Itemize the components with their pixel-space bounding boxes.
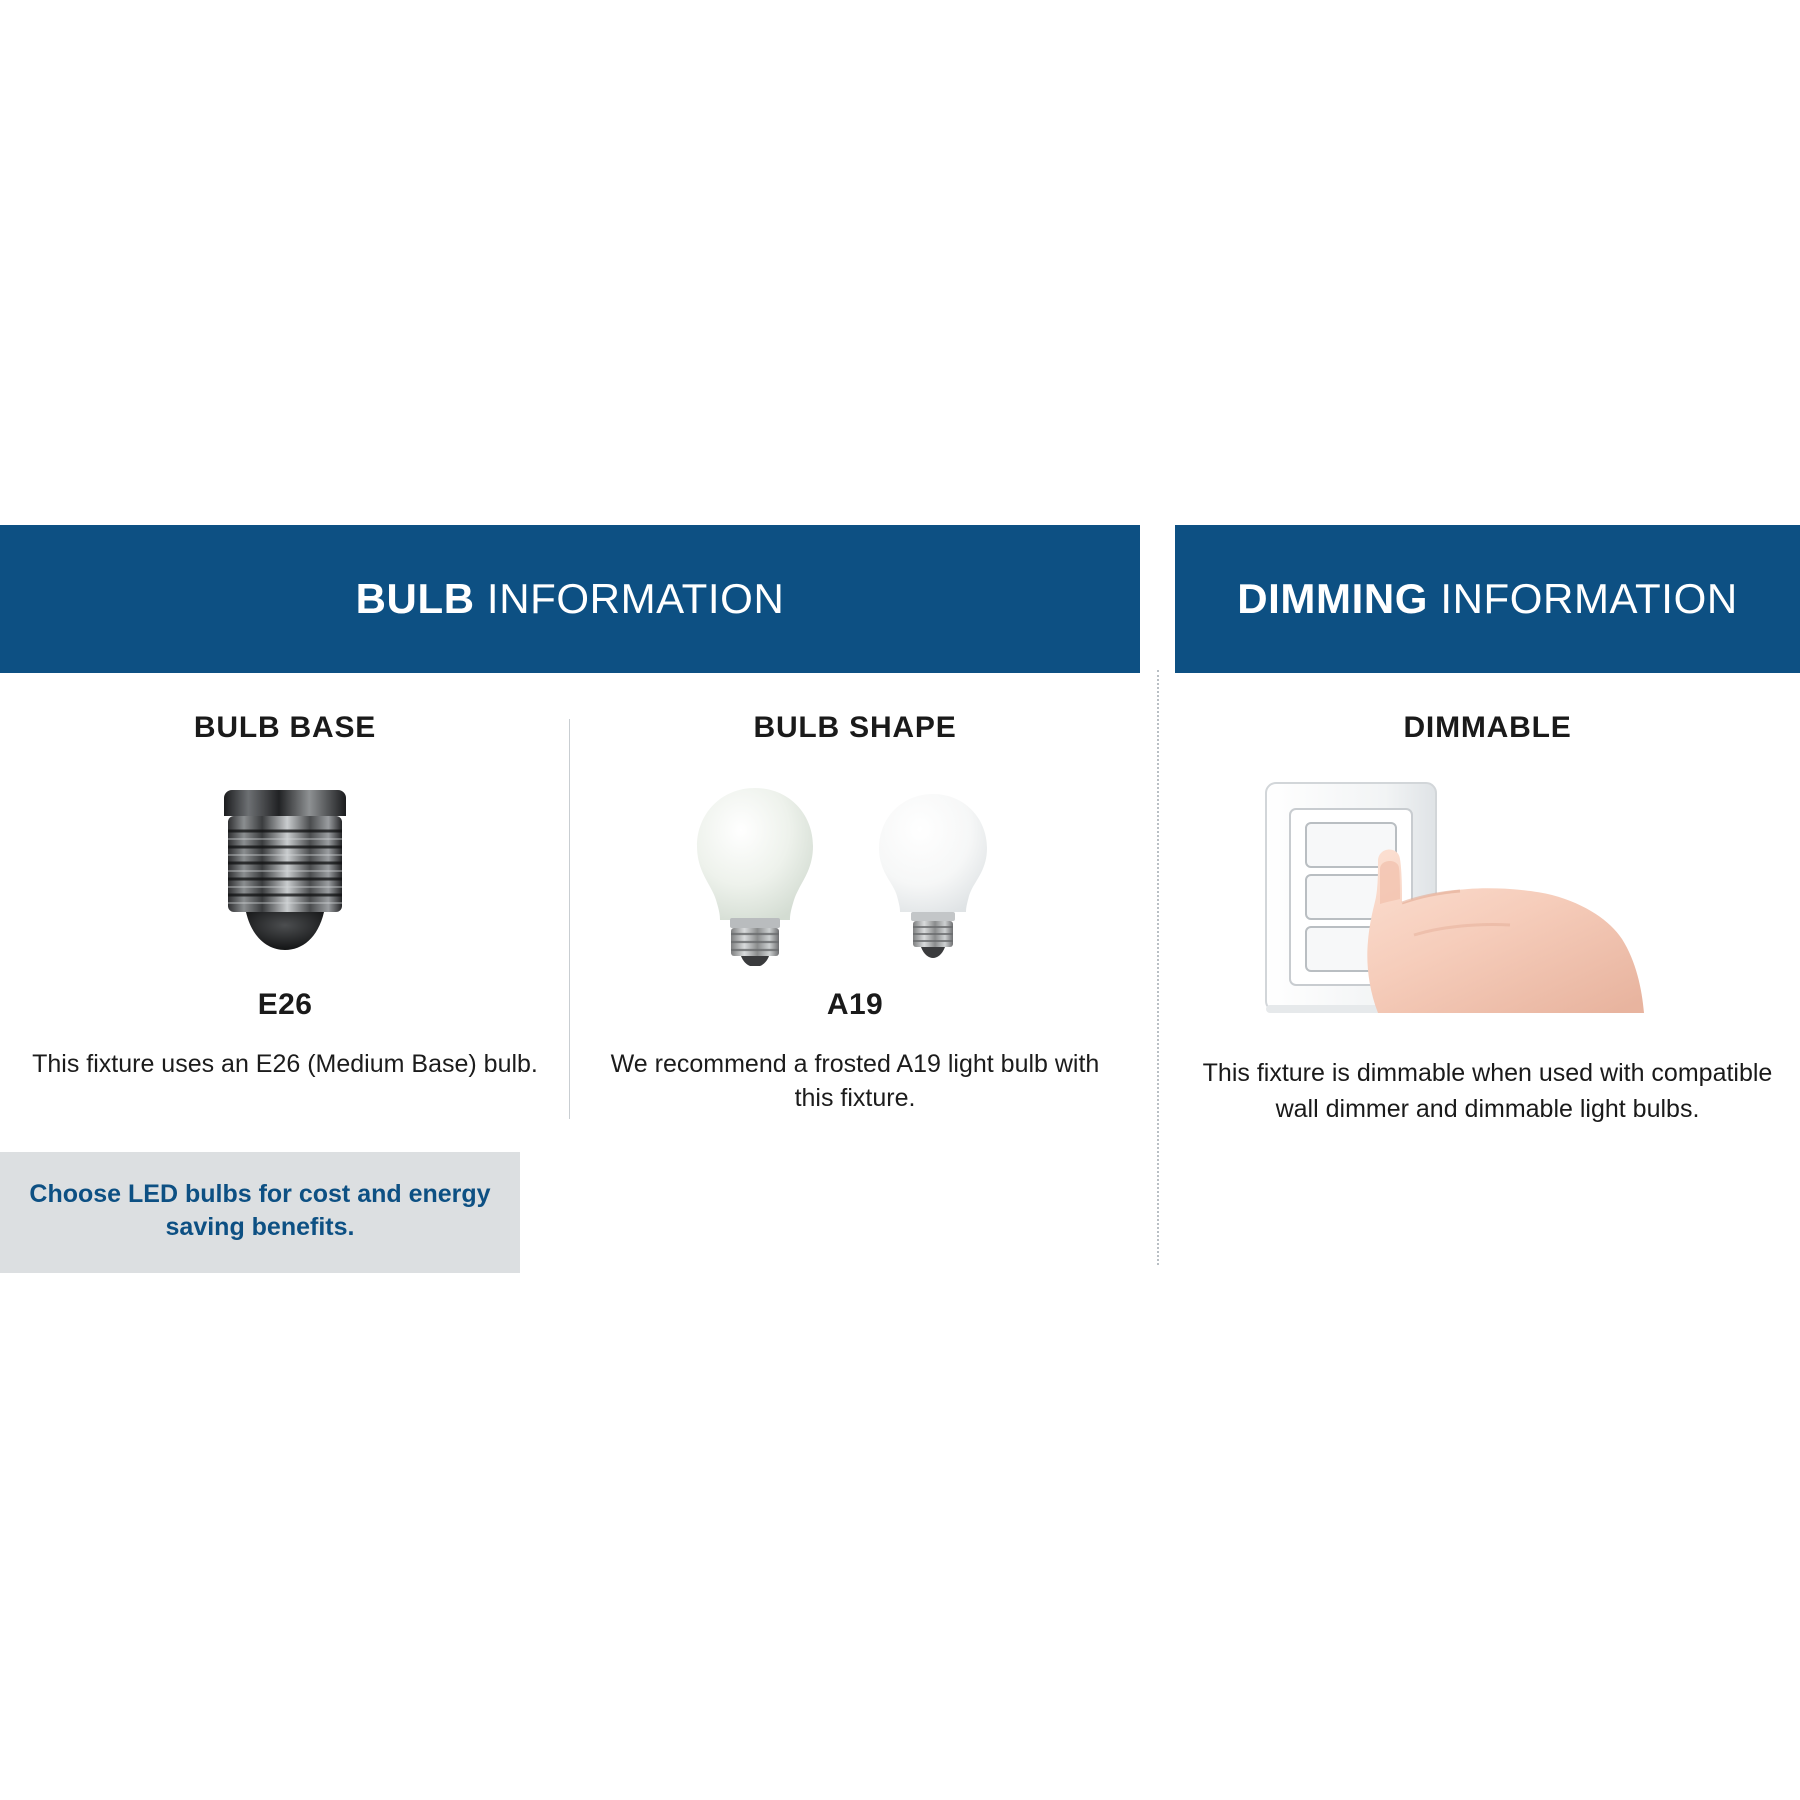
bulb-information-header — [0, 525, 1140, 673]
bulb-base-column — [0, 711, 570, 1116]
lamp-socket-e26-icon — [180, 776, 390, 966]
bulb-shape-art — [600, 771, 1110, 966]
bulb-shape-value: A19 — [826, 988, 884, 1021]
led-bulb — [879, 794, 987, 958]
dimmable-heading: DIMMABLE — [1403, 711, 1572, 744]
a19-bulbs-icon — [685, 776, 1025, 966]
bulb-base-value: E26 — [257, 988, 313, 1021]
bulb-base-description: This fixture uses an E26 (Medium Base) bulb. — [32, 1050, 538, 1078]
bulb-information-title-light: INFORMATION — [474, 575, 785, 622]
panel-gap — [1140, 525, 1175, 1265]
bulb-base-heading: BULB BASE — [193, 711, 377, 744]
dimming-information-header — [1175, 525, 1800, 673]
bulb-information-title — [356, 575, 785, 623]
bulb-shape-column — [570, 711, 1140, 1116]
panels-container — [0, 525, 1800, 1273]
vertical-dotted-divider — [1157, 670, 1159, 1265]
dimming-information-title-light: INFORMATION — [1428, 575, 1738, 622]
dimming-information-panel — [1175, 525, 1800, 1127]
incandescent-bulb — [697, 788, 813, 966]
wall-dimmer-switch-hand-icon — [1228, 765, 1748, 1030]
dimming-information-title-strong: DIMMING — [1237, 575, 1429, 622]
dimming-information-title — [1237, 575, 1738, 623]
bulb-information-title-strong: BULB — [355, 575, 475, 622]
bulb-information-panel — [0, 525, 1140, 1273]
bulb-base-art — [30, 771, 540, 966]
bulb-shape-description: We recommend a frosted A19 light bulb with this fixture. — [610, 1050, 1100, 1112]
bulb-columns — [0, 711, 1140, 1116]
dimmable-art — [1175, 765, 1800, 1030]
dimmable-description: This fixture is dimmable when used with compatible wall dimmer and dimmable light bulbs. — [1202, 1059, 1773, 1123]
bulb-shape-heading: BULB SHAPE — [753, 711, 957, 744]
led-savings-note: Choose LED bulbs for cost and energy saving benefits. — [0, 1152, 520, 1274]
dimming-body — [1175, 711, 1800, 1127]
